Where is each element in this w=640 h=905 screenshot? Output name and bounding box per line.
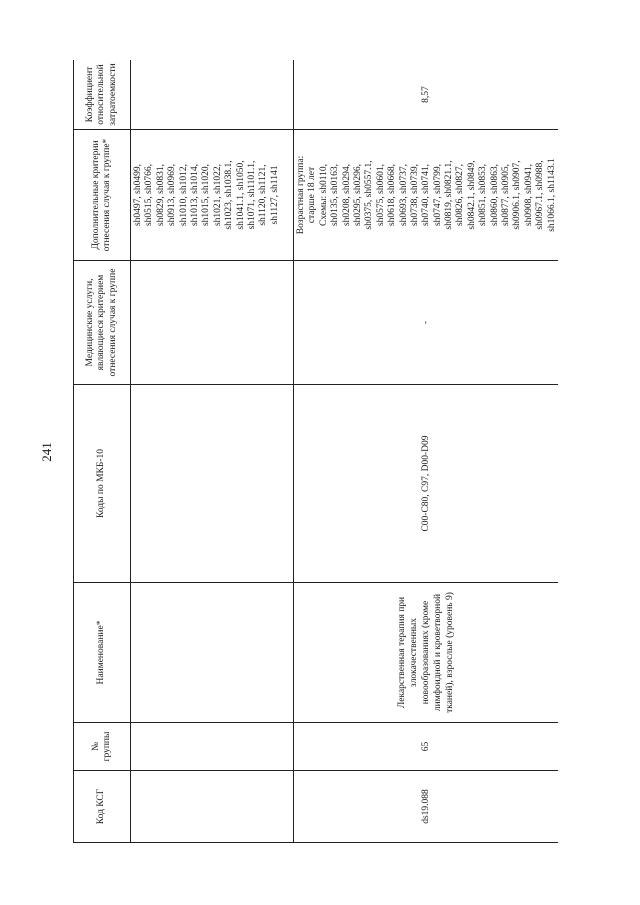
criteria-line: sh0877, sh0905,	[501, 163, 512, 227]
header-code: Код КСГ	[74, 771, 131, 843]
criteria-line: sh0819, sh0821.1,	[444, 160, 455, 230]
criteria-line: sh0515, sh0766,	[144, 163, 155, 227]
criteria-line: sh0208, sh0294,	[341, 163, 352, 227]
criteria-line: sh1041.1, sh1050,	[235, 160, 246, 230]
criteria-line: sh0738, sh0739,	[409, 163, 420, 227]
criteria-line: sh0135, sh0163,	[330, 163, 341, 227]
mkb-cell: C00-C80, C97, D00-D09	[294, 385, 559, 583]
code-cell: ds19.088	[294, 771, 559, 843]
table-row	[294, 60, 559, 843]
criteria-line: sh0967.1, sh0988,	[535, 160, 546, 230]
continuation-services-cell	[131, 261, 294, 385]
criteria-line: sh0826, sh0827,	[455, 163, 466, 227]
criteria-line: sh0618, sh0668,	[387, 163, 398, 227]
criteria-line: sh0575, sh0601,	[375, 163, 386, 227]
criteria-cell	[294, 130, 559, 261]
header-mkb: Коды по МКБ-10	[74, 385, 131, 583]
criteria-line: sh1013, sh1014,	[189, 163, 200, 227]
continuation-criteria-cell	[131, 130, 294, 261]
header-coef: Коэффициент относительной затратоемкости	[74, 60, 131, 130]
group-cell: 65	[294, 723, 559, 771]
criteria-line: sh0740, sh0741,	[421, 163, 432, 227]
criteria-line: sh0860, sh0863,	[489, 163, 500, 227]
header-criteria: Дополнительные критерии отнесения случая к группе*	[74, 130, 131, 261]
criteria-line: sh0913, sh0969,	[167, 163, 178, 227]
criteria-line: sh1010, sh1012,	[178, 163, 189, 227]
criteria-line: sh1021, sh1022,	[212, 163, 223, 227]
criteria-line: sh0747, sh0799,	[432, 163, 443, 227]
criteria-line: sh0295, sh0296,	[352, 163, 363, 227]
services-cell: -	[294, 261, 559, 385]
header-group: № группы	[74, 723, 131, 771]
criteria-line: Возрастная группа:	[296, 155, 306, 235]
continuation-coef-cell	[131, 60, 294, 130]
continuation-name-cell	[131, 583, 294, 723]
ksg-table	[73, 60, 558, 843]
rotated-table-frame	[73, 60, 558, 843]
continuation-mkb-cell	[131, 385, 294, 583]
page-number: 241	[39, 442, 54, 462]
name-cell: Лекарственная терапия при злокачественных новообразованиях (кроме лимфоидной и кроветворной тканей), взрослые (уровень 9)	[294, 583, 559, 723]
criteria-line: sh1120, sh1121,	[258, 164, 269, 226]
header-name: Наименование*	[74, 583, 131, 723]
continuation-group-cell	[131, 723, 294, 771]
table-container	[73, 60, 558, 843]
table-row-continuation	[131, 60, 294, 843]
coef-cell: 8,57	[294, 60, 559, 130]
criteria-line: sh0842.1, sh0849,	[466, 160, 477, 230]
criteria-line: sh0693, sh0737,	[398, 163, 409, 227]
table-header-row	[74, 60, 131, 843]
criteria-line: sh0908, sh0941,	[523, 163, 534, 227]
criteria-line: sh1066.1, sh1143.1	[546, 158, 557, 232]
criteria-line: sh1071, sh1101.1,	[246, 160, 257, 230]
criteria-line: Схемы: sh0110,	[318, 164, 329, 226]
criteria-line: sh0851, sh0853,	[478, 163, 489, 227]
criteria-line: sh0829, sh0831,	[155, 163, 166, 227]
criteria-line: sh0906.1, sh0907,	[512, 160, 523, 230]
criteria-line: sh0497, sh0499,	[133, 163, 143, 227]
continuation-code-cell	[131, 771, 294, 843]
criteria-line: sh0375, sh0557.1,	[364, 160, 375, 230]
criteria-line: sh1023, sh1038.1,	[224, 160, 235, 230]
header-services: Медицинские услуги, являющиеся критерием отнесения случая к группе	[74, 261, 131, 385]
criteria-line: старше 18 лет	[307, 166, 318, 224]
criteria-line: sh1015, sh1020,	[201, 163, 212, 227]
criteria-line: sh1127, sh1141	[269, 165, 280, 225]
